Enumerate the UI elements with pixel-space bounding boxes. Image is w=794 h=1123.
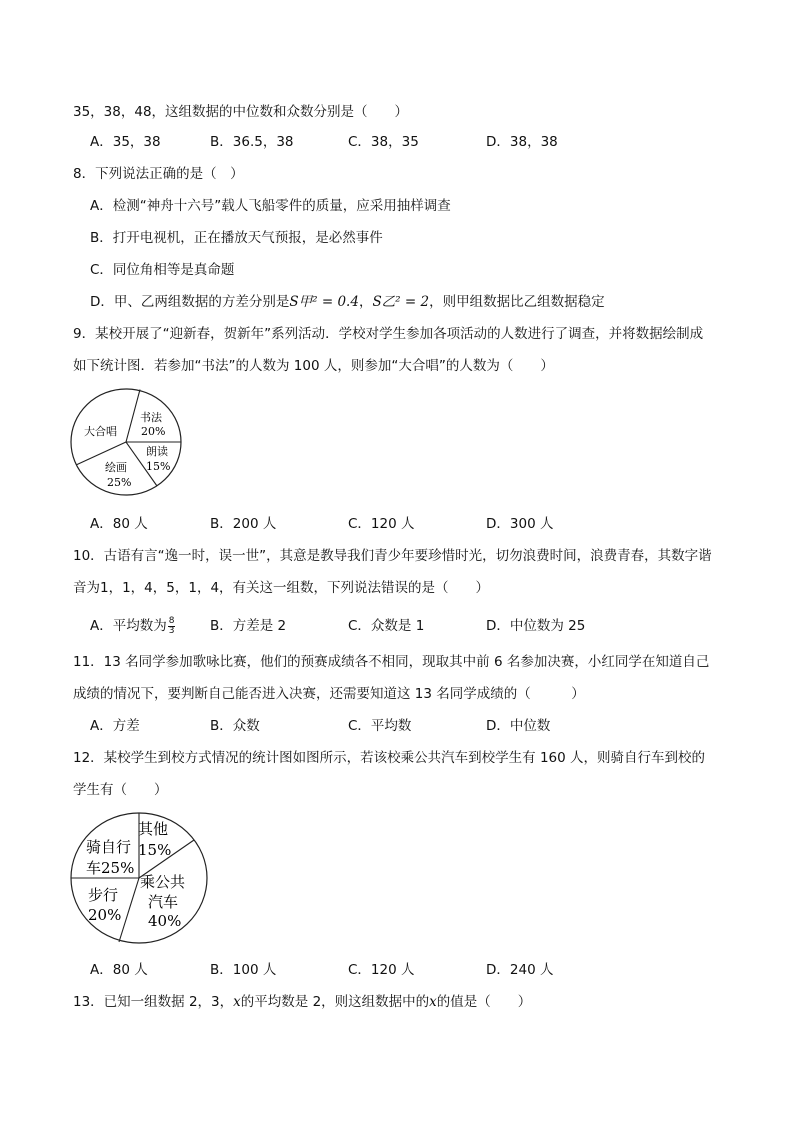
q7-option-b[interactable]: B．36.5，38 — [210, 134, 294, 150]
q11-option-b[interactable]: B．众数 — [210, 718, 260, 734]
q12-option-a[interactable]: A．80 人 — [90, 962, 148, 978]
q10-fraction — [168, 617, 176, 636]
q8-option-d[interactable]: D．甲、乙两组数据的方差分别是S甲² = 0.4，S乙² = 2，则甲组数据比乙组数据稳定 — [90, 294, 605, 310]
q8-formula-variance-yi: S乙² = 2 — [372, 294, 430, 310]
q10-option-a[interactable] — [90, 616, 175, 636]
q9-stem-line2: 如下统计图．若参加“书法”的人数为 100 人，则参加“大合唱”的人数为（ ） — [73, 358, 554, 374]
q9-options — [90, 514, 710, 534]
q12-label-bus-line3: 40% — [148, 912, 182, 930]
q10-stem-line1: 10．古语有言“逸一时，误一世”，其意是教导我们青少年要珍惜时光，切勿浪费时间，浪费青春，其数字谐 — [73, 548, 712, 564]
q13-stem-middle: 的平均数是 2，则这组数据中的 — [240, 994, 430, 1010]
q12-option-d[interactable]: D．240 人 — [486, 962, 554, 978]
q12-option-c[interactable]: C．120 人 — [348, 962, 415, 978]
q12-label-other-line1: 其他 — [138, 820, 169, 838]
q12-label-bus-line2: 汽车 — [148, 893, 179, 911]
q7-option-a[interactable]: A．35，38 — [90, 134, 161, 150]
q8-option-b[interactable]: B．打开电视机，正在播放天气预报，是必然事件 — [90, 230, 383, 246]
q11-option-c[interactable]: C．平均数 — [348, 718, 412, 734]
q13-stem-suffix: 的值是（ ） — [436, 994, 532, 1010]
q9-option-a[interactable]: A．80 人 — [90, 516, 148, 532]
q8-option-a[interactable]: A．检测“神舟十六号”载人飞船零件的质量，应采用抽样调查 — [90, 198, 451, 214]
q7-option-d[interactable]: D．38，38 — [486, 134, 558, 150]
q11-stem-line1: 11．13 名同学参加歌咏比赛，他们的预赛成绩各不相同，现取其中前 6 名参加决赛，小红同学在知道自己 — [73, 654, 710, 670]
q12-label-walk-line1: 步行 — [88, 886, 119, 904]
q10-option-a-label: A．平均数为 — [90, 618, 167, 634]
q7-options — [90, 132, 710, 152]
q13-variable-x-2: x — [429, 994, 437, 1010]
q13-stem — [73, 992, 531, 1012]
q12-label-bus-line1: 乘公共 — [140, 873, 186, 891]
q11-option-d[interactable]: D．中位数 — [486, 718, 551, 734]
q9-pct-reading: 15% — [146, 460, 171, 473]
q9-label-reading: 朗读 — [146, 445, 168, 458]
q12-pie-chart — [70, 812, 210, 946]
q12-label-bike-line1: 骑自行 — [86, 838, 132, 856]
q10-option-d[interactable]: D．中位数为 25 — [486, 618, 586, 634]
q9-option-b[interactable]: B．200 人 — [210, 516, 277, 532]
q9-label-calligraphy: 书法 — [140, 411, 162, 424]
q9-pie-chart — [70, 388, 186, 498]
q10-option-c[interactable]: C．众数是 1 — [348, 618, 425, 634]
q10-options — [90, 616, 710, 636]
q8-option-d-suffix: ，则甲组数据比乙组数据稳定 — [429, 294, 605, 310]
q9-option-c[interactable]: C．120 人 — [348, 516, 415, 532]
q8-formula-variance-jia: S甲² = 0.4 — [289, 294, 359, 310]
q9-stem-line1: 9．某校开展了“迎新春，贺新年”系列活动．学校对学生参加各项活动的人数进行了调查，并将数据绘制成 — [73, 326, 704, 342]
q12-stem-line2: 学生有（ ） — [73, 782, 168, 798]
q12-stem-line1: 12．某校学生到校方式情况的统计图如图所示，若该校乘公共汽车到校学生有 160 人，则骑自行车到校的 — [73, 750, 706, 766]
q12-label-walk-line2: 20% — [88, 906, 122, 924]
q12-option-b[interactable]: B．100 人 — [210, 962, 277, 978]
q7-stem: 35，38，48，这组数据的中位数和众数分别是（ ） — [73, 104, 409, 120]
q8-stem: 8．下列说法正确的是（ ） — [73, 166, 244, 182]
q12-label-bike-line2: 车25% — [86, 859, 135, 877]
q12-options — [90, 960, 710, 980]
q11-option-a[interactable]: A．方差 — [90, 718, 140, 734]
q8-option-d-prefix: D．甲、乙两组数据的方差分别是 — [90, 294, 290, 310]
q10-fraction-denominator: 3 — [168, 625, 175, 636]
q9-pct-painting: 25% — [107, 476, 132, 489]
q8-option-c[interactable]: C．同位角相等是真命题 — [90, 262, 235, 278]
q10-stem-line2: 音为1，1，4，5，1，4，有关这一组数，下列说法错误的是（ ） — [73, 580, 490, 596]
q9-label-painting: 绘画 — [105, 461, 127, 474]
q9-label-chorus: 大合唱 — [84, 425, 117, 438]
q11-options — [90, 716, 710, 736]
q13-variable-x: x — [233, 994, 241, 1010]
q9-option-d[interactable]: D．300 人 — [486, 516, 554, 532]
q13-stem-prefix: 13．已知一组数据 2，3， — [73, 994, 234, 1010]
q7-option-c[interactable]: C．38，35 — [348, 134, 419, 150]
q12-label-other-line2: 15% — [138, 841, 172, 859]
q10-option-b[interactable]: B．方差是 2 — [210, 618, 287, 634]
q9-pct-calligraphy: 20% — [141, 425, 166, 438]
q11-stem-line2: 成绩的情况下，要判断自己能否进入决赛，还需要知道这 13 名同学成绩的（ ） — [73, 686, 585, 702]
q10-fraction-numerator: 8 — [168, 615, 175, 626]
